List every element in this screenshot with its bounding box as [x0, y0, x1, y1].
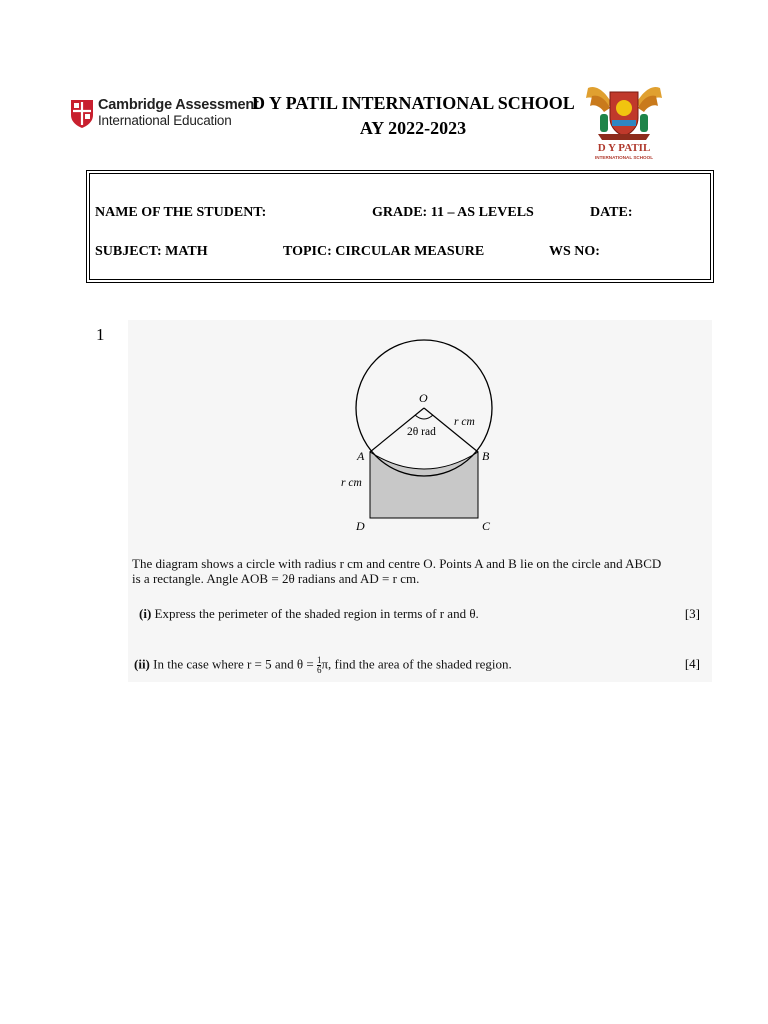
grade-label: GRADE: 11 – AS LEVELS	[372, 205, 534, 220]
fraction-numerator: 1	[316, 655, 322, 665]
label-c: C	[482, 519, 491, 533]
student-info-box	[86, 170, 714, 283]
label-a: A	[357, 449, 365, 463]
part-i-text: Express the perimeter of the shaded region in terms of r and θ.	[154, 606, 479, 621]
question-number: 1	[96, 325, 105, 344]
label-o: O	[419, 391, 428, 405]
subject-label: SUBJECT: MATH	[95, 244, 208, 259]
school-name: D Y PATIL INTERNATIONAL SCHOOL	[252, 93, 575, 113]
date-label: DATE:	[590, 205, 633, 220]
ws-number-label: WS NO:	[549, 244, 600, 259]
cambridge-logo	[70, 97, 259, 132]
question-stem-line2: is a rectangle. Angle AOB = 2θ radians and AD = r cm.	[132, 571, 420, 586]
label-d: D	[356, 519, 365, 533]
fraction-denominator: 6	[316, 665, 322, 675]
part-ii-label: (ii)	[134, 656, 150, 672]
part-ii	[134, 656, 512, 675]
part-ii-text-before: In the case where r = 5 and θ =	[153, 656, 317, 672]
cambridge-logo-line1: Cambridge Assessment	[98, 97, 259, 113]
label-side: r cm	[341, 477, 362, 489]
cambridge-logo-line2: International Education	[98, 113, 232, 128]
part-i-label: (i)	[139, 606, 152, 621]
part-i-marks: [3]	[684, 606, 700, 621]
part-ii-marks: [4]	[684, 656, 700, 671]
label-b: B	[482, 449, 490, 463]
crest-line1: D Y PATIL	[597, 142, 651, 154]
question-panel	[128, 320, 712, 682]
part-i	[139, 606, 479, 622]
angle-arc	[415, 415, 433, 419]
student-name-label: NAME OF THE STUDENT:	[95, 205, 267, 220]
school-crest-icon	[582, 78, 666, 166]
topic-label: TOPIC: CIRCULAR MEASURE	[283, 244, 485, 259]
question-stem-line1: The diagram shows a circle with radius r cm and centre O. Points A and B lie on the circle and ABCD	[132, 556, 662, 571]
label-radius: r cm	[454, 416, 475, 428]
cambridge-shield-icon	[70, 99, 94, 129]
part-ii-text-after: π, find the area of the shaded region.	[321, 656, 512, 672]
shaded-region	[370, 452, 478, 518]
circle-rectangle-diagram	[128, 320, 712, 550]
crest-line2: INTERNATIONAL SCHOOL	[594, 155, 654, 160]
label-angle: 2θ rad	[407, 426, 436, 438]
academic-year: AY 2022-2023	[359, 118, 467, 138]
